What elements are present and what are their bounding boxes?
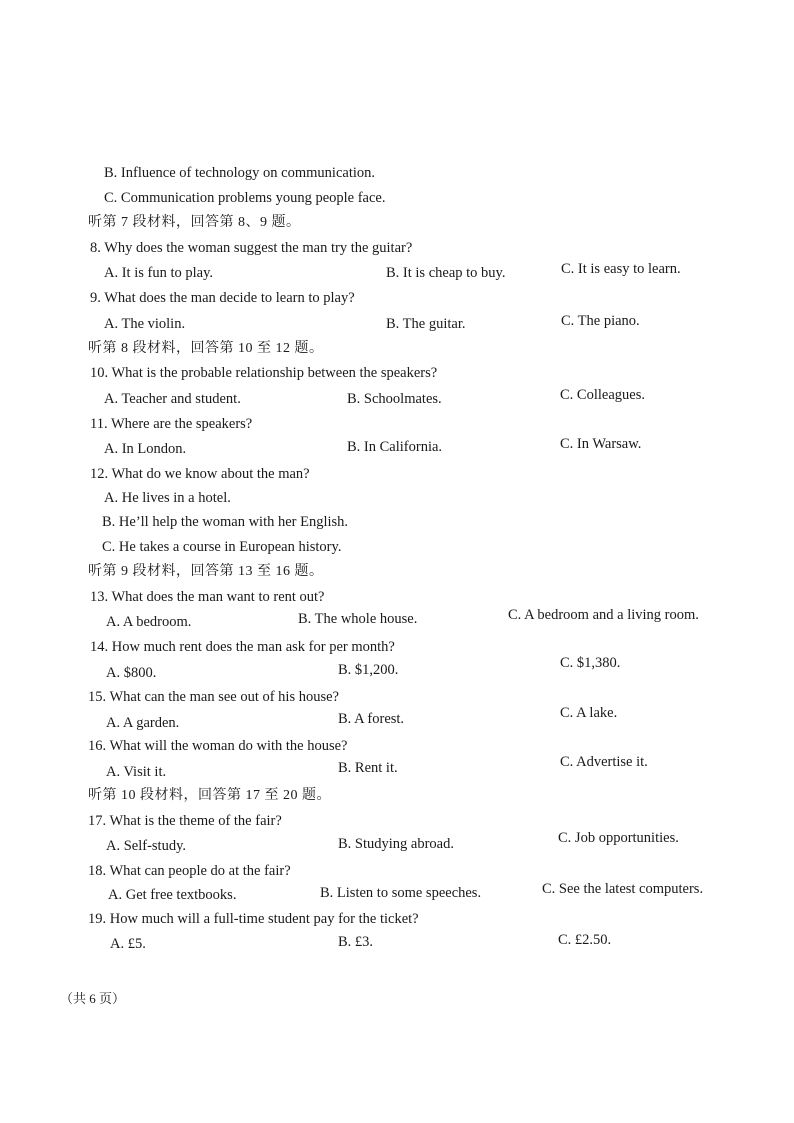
question-text: 16. What will the woman do with the house? <box>88 738 348 754</box>
question-16 <box>0 735 794 757</box>
question-text: 18. What can people do at the fair? <box>88 863 291 879</box>
question-text: 8. Why does the woman suggest the man try the guitar? <box>90 240 413 256</box>
option-a: A. He lives in a hotel. <box>104 490 231 506</box>
question-19 <box>0 908 794 930</box>
question-text: 15. What can the man see out of his house? <box>88 689 339 705</box>
question-14 <box>0 636 794 658</box>
options-18 <box>0 881 794 906</box>
options-12 <box>0 511 794 533</box>
option-a: A. The violin. <box>104 316 186 332</box>
question-8 <box>0 237 794 259</box>
question-15 <box>0 686 794 708</box>
option-b: B. Listen to some speeches. <box>320 885 482 901</box>
options-8 <box>0 262 794 284</box>
option-a: A. A bedroom. <box>106 614 192 630</box>
options-16 <box>0 754 794 783</box>
option-c: C. In Warsaw. <box>560 436 642 452</box>
option-c: C. A lake. <box>560 705 618 721</box>
option-b: B. The whole house. <box>298 611 418 627</box>
option-b: B. The guitar. <box>386 316 466 332</box>
option-a: A. Teacher and student. <box>104 391 241 407</box>
option-line <box>0 187 794 209</box>
question-text: 13. What does the man want to rent out? <box>90 589 325 605</box>
options-12 <box>0 536 794 558</box>
options-15 <box>0 705 794 734</box>
option-c: C. Advertise it. <box>560 754 648 770</box>
options-13 <box>0 607 794 633</box>
options-10 <box>0 388 794 410</box>
option-b: B. Rent it. <box>338 760 398 776</box>
option-c: C. The piano. <box>561 313 640 329</box>
option-a: A. It is fun to play. <box>104 265 214 281</box>
option-b: B. £3. <box>338 934 374 950</box>
option-b: B. It is cheap to buy. <box>386 265 506 281</box>
question-text: 10. What is the probable relationship between the speakers? <box>90 365 438 381</box>
option-b: B. Studying abroad. <box>338 836 454 852</box>
question-text: 17. What is the theme of the fair? <box>88 813 282 829</box>
page-count-footer: （共 6 页） <box>60 991 126 1006</box>
option-c: C. A bedroom and a living room. <box>508 607 699 623</box>
options-9 <box>0 313 794 335</box>
option-a: A. Self-study. <box>106 838 187 854</box>
option-line <box>0 162 794 184</box>
option-b: B. $1,200. <box>338 662 399 678</box>
question-text: 11. Where are the speakers? <box>90 416 253 432</box>
option-b: B. He’ll help the woman with her English. <box>102 514 349 530</box>
question-10 <box>0 362 794 384</box>
section-heading: 听第 8 段材料，回答第 10 至 12 题。 <box>88 341 324 356</box>
option-c: C. Job opportunities. <box>558 830 679 846</box>
option-b: B. In California. <box>347 439 443 455</box>
option-c: C. Communication problems young people face. <box>104 190 386 206</box>
option-c: C. See the latest computers. <box>542 881 704 897</box>
option-b: B. Schoolmates. <box>347 391 442 407</box>
options-11 <box>0 438 794 460</box>
option-a: A. In London. <box>104 441 187 457</box>
section-heading: 听第 10 段材料，回答第 17 至 20 题。 <box>88 788 331 803</box>
section-heading: 听第 9 段材料，回答第 13 至 16 题。 <box>88 564 324 579</box>
options-19 <box>0 933 794 955</box>
option-c: C. $1,380. <box>560 655 621 671</box>
option-b: B. Influence of technology on communication. <box>104 165 375 181</box>
question-text: 9. What does the man decide to learn to play? <box>90 290 355 306</box>
option-c: C. It is easy to learn. <box>561 261 681 277</box>
question-text: 14. How much rent does the man ask for per month? <box>90 639 395 655</box>
options-12 <box>0 487 794 509</box>
question-9 <box>0 287 794 309</box>
question-text: 19. How much will a full-time student pay for the ticket? <box>88 911 419 927</box>
options-17 <box>0 830 794 857</box>
question-12 <box>0 463 794 485</box>
question-11 <box>0 413 794 435</box>
option-a: A. Visit it. <box>106 764 167 780</box>
option-c: C. He takes a course in European history. <box>102 539 342 555</box>
question-text: 12. What do we know about the man? <box>90 466 310 482</box>
option-c: C. £2.50. <box>558 932 612 948</box>
option-a: A. A garden. <box>106 715 180 731</box>
option-a: A. $800. <box>106 665 157 681</box>
option-a: A. Get free textbooks. <box>108 887 237 903</box>
option-a: A. £5. <box>110 936 146 952</box>
option-b: B. A forest. <box>338 711 405 727</box>
options-14 <box>0 655 794 684</box>
option-c: C. Colleagues. <box>560 387 645 403</box>
section-heading: 听第 7 段材料，回答第 8、9 题。 <box>88 215 301 230</box>
